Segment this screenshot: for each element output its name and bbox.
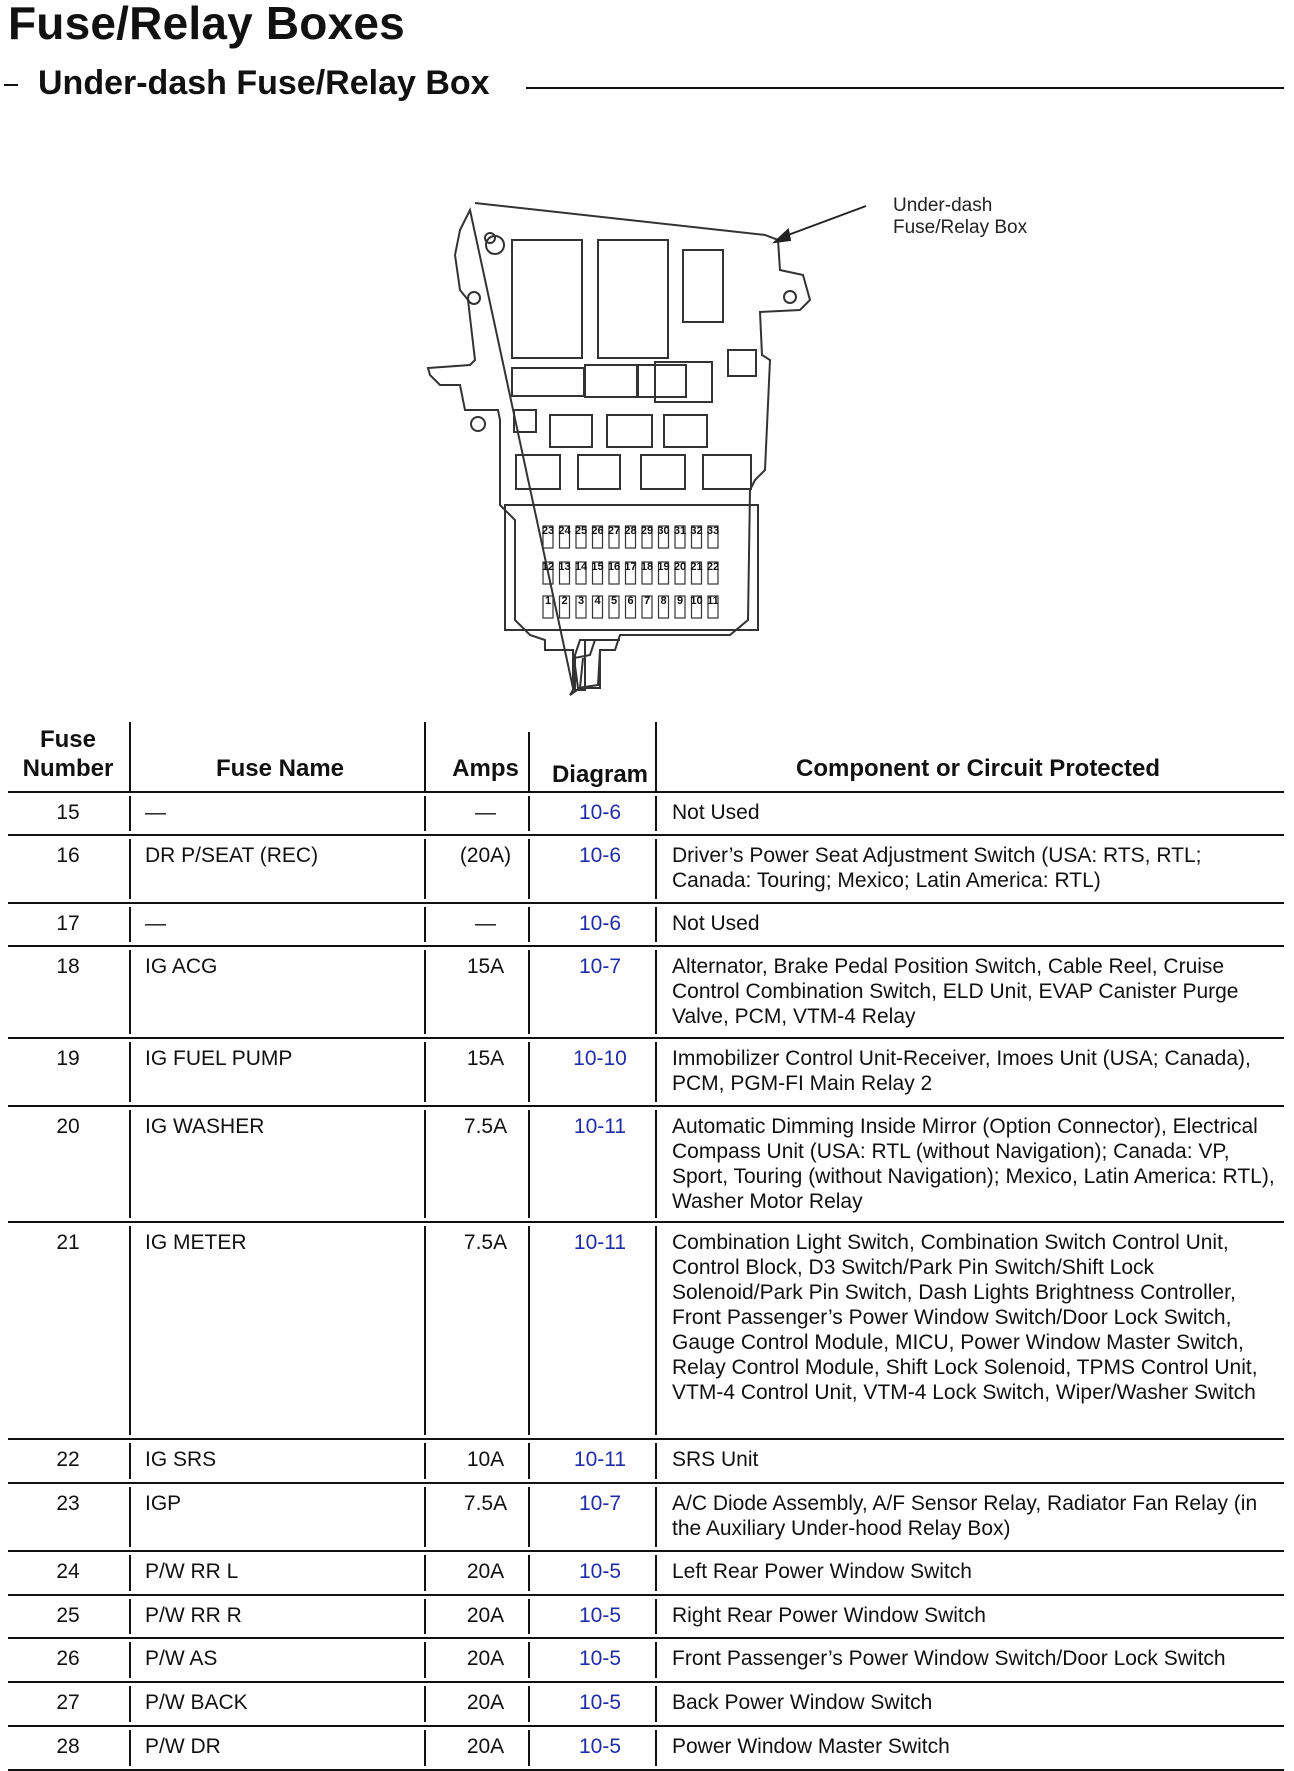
table-row: [8, 1552, 1284, 1596]
column-divider: [424, 1686, 426, 1722]
fuse-name-cell: P/W AS: [145, 1647, 218, 1670]
diagram-ref-cell: 10-5: [578, 1735, 622, 1758]
column-divider: [424, 1599, 426, 1634]
fuse-slot-label: 13: [558, 561, 571, 573]
fuse-name-cell: IG SRS: [145, 1448, 217, 1471]
diagram-ref-cell: 10-7: [578, 955, 622, 978]
column-divider: [424, 1730, 426, 1766]
table-row: [8, 1639, 1284, 1683]
fuse-slot-label: 29: [640, 525, 654, 537]
amps-cell: 20A: [466, 1604, 505, 1627]
column-divider: [655, 1730, 657, 1766]
column-divider: [655, 1555, 657, 1591]
header-divider: [129, 722, 131, 791]
diagram-ref-cell: 10-5: [578, 1560, 622, 1583]
table-header: [8, 722, 1284, 793]
component-cell: A/C Diode Assembly, A/F Sensor Relay, Radiator Fan Relay (in the Auxiliary Under-hood Relay Box): [672, 1492, 1258, 1540]
fuse-name-cell: IGP: [145, 1492, 182, 1515]
diagram-ref-cell: 10-6: [578, 912, 622, 935]
column-divider: [129, 1110, 131, 1218]
column-divider: [424, 907, 426, 942]
diagram-callout: Under-dash Fuse/Relay Box: [893, 195, 1028, 238]
column-divider: [655, 950, 657, 1034]
fuse-number-cell: 25: [56, 1604, 80, 1627]
component-cell: SRS Unit: [672, 1448, 759, 1471]
column-divider: [129, 1599, 131, 1634]
fuse-name-cell: IG WASHER: [145, 1115, 265, 1138]
diagram-ref-cell: 10-7: [578, 1492, 622, 1515]
diagram-ref-cell: 10-10: [573, 1047, 627, 1070]
component-cell: Back Power Window Switch: [672, 1691, 933, 1714]
fuse-number-cell: 15: [56, 801, 80, 824]
fuse-slot-label: 27: [607, 525, 621, 537]
column-divider: [424, 1555, 426, 1591]
fuse-slot-label: 12: [541, 561, 555, 573]
header-fuse-number: Fuse Number: [22, 726, 114, 782]
component-cell: Driver’s Power Seat Adjustment Switch (USA: RTS, RTL; Canada: Touring; Mexico; Latin America: RTL): [672, 844, 1202, 892]
amps-cell: —: [475, 801, 496, 824]
fuse-slot-label: 18: [640, 561, 654, 573]
section-dash: [4, 84, 18, 86]
column-divider: [528, 950, 530, 1034]
table-row: [8, 1727, 1284, 1771]
section-title: Under-dash Fuse/Relay Box: [38, 64, 490, 102]
column-divider: [655, 1226, 657, 1435]
fuse-slot-label: 31: [673, 525, 687, 537]
fuse-number-cell: 23: [56, 1492, 80, 1515]
fuse-slot-label: 26: [591, 525, 604, 537]
amps-cell: 20A: [466, 1735, 505, 1758]
column-divider: [655, 1042, 657, 1102]
amps-cell: (20A): [459, 844, 512, 867]
fuse-name-cell: —: [145, 912, 166, 935]
column-divider: [528, 1555, 530, 1591]
fuse-table: [8, 722, 1284, 1771]
amps-cell: 7.5A: [463, 1231, 508, 1254]
fuse-number-cell: 24: [56, 1560, 80, 1583]
fuse-name-cell: IG ACG: [145, 955, 218, 978]
diagram-ref-cell: 10-5: [578, 1647, 622, 1670]
column-divider: [528, 1042, 530, 1102]
diagram-ref-cell: 10-6: [578, 801, 622, 824]
column-divider: [528, 1599, 530, 1634]
table-row: [8, 793, 1284, 836]
fuse-slot-label: 4: [594, 595, 601, 607]
fuse-number-cell: 21: [56, 1231, 80, 1254]
component-cell: Left Rear Power Window Switch: [672, 1560, 972, 1583]
fuse-name-cell: IG FUEL PUMP: [145, 1047, 293, 1070]
header-diagram: Diagram: [551, 761, 649, 788]
column-divider: [129, 1686, 131, 1722]
fuse-number-cell: 19: [56, 1047, 80, 1070]
fuse-slot-label: 5: [610, 595, 618, 607]
table-row: [8, 1223, 1284, 1440]
column-divider: [528, 1110, 530, 1218]
fuse-number-cell: 16: [56, 844, 80, 867]
column-divider: [129, 1555, 131, 1591]
table-row: [8, 1596, 1284, 1639]
component-cell: Not Used: [672, 801, 760, 824]
column-divider: [655, 1487, 657, 1547]
table-row: [8, 947, 1284, 1039]
amps-cell: 15A: [466, 1047, 505, 1070]
column-divider: [655, 1443, 657, 1479]
table-row: [8, 836, 1284, 904]
table-body: [8, 793, 1284, 1771]
fuse-slot-label: 15: [591, 561, 604, 573]
column-divider: [424, 1443, 426, 1479]
fuse-name-cell: —: [145, 801, 166, 824]
component-cell: Power Window Master Switch: [672, 1735, 950, 1758]
column-divider: [528, 796, 530, 831]
column-divider: [528, 1730, 530, 1766]
diagram-ref-cell: 10-5: [578, 1691, 622, 1714]
column-divider: [655, 1599, 657, 1634]
fuse-slot-label: 23: [541, 525, 555, 537]
table-row: [8, 1107, 1284, 1223]
column-divider: [424, 839, 426, 899]
section-rule: [526, 87, 1284, 89]
column-divider: [129, 1042, 131, 1102]
fuse-slot-label: 3: [577, 595, 585, 607]
column-divider: [424, 1042, 426, 1102]
column-divider: [528, 1642, 530, 1678]
column-divider: [528, 839, 530, 899]
component-cell: Combination Light Switch, Combination Switch Control Unit, Control Block, D3 Switch/Park Pin Switch/Shift Lock Solenoid/Park Pin Switch, Dash Lights Brightness Controller, Front Passenger’s Power Window Switch/Door Lock Switch, Gauge Control Module, MICU, Power Window Master Switch, Relay Control Module, Shift Lock Solenoid, TPMS Control Unit, VTM-4 Control Unit, VTM-4 Lock Switch, Wiper/Washer Switch: [672, 1231, 1258, 1404]
component-cell: Front Passenger’s Power Window Switch/Door Lock Switch: [672, 1647, 1226, 1670]
fuse-slot-label: 30: [657, 525, 670, 537]
diagram-ref-cell: 10-11: [573, 1448, 627, 1471]
fuse-grid: [542, 525, 719, 618]
component-cell: Alternator, Brake Pedal Position Switch, Cable Reel, Cruise Control Combination Switch, ELD Unit, EVAP Canister Purge Valve, PCM, VTM-4 Relay: [672, 955, 1239, 1028]
fuse-number-cell: 26: [56, 1647, 80, 1670]
amps-cell: 7.5A: [463, 1115, 508, 1138]
fuse-slot-label: 7: [643, 595, 651, 607]
fuse-number-cell: 22: [56, 1448, 80, 1471]
amps-cell: 20A: [466, 1691, 505, 1714]
fuse-slot-label: 33: [706, 525, 720, 537]
column-divider: [528, 1226, 530, 1435]
fuse-slot-label: 17: [624, 561, 637, 573]
column-divider: [424, 950, 426, 1034]
column-divider: [129, 1487, 131, 1547]
header-fuse-name: Fuse Name: [215, 755, 345, 782]
column-divider: [129, 1642, 131, 1678]
fuse-slot-label: 19: [657, 561, 670, 573]
column-divider: [528, 1487, 530, 1547]
fuse-number-cell: 27: [56, 1691, 80, 1714]
table-row: [8, 1683, 1284, 1727]
fuse-slot-label: 16: [607, 561, 621, 573]
amps-cell: —: [475, 912, 496, 935]
header-amps: Amps: [452, 755, 519, 782]
column-divider: [424, 1110, 426, 1218]
fuse-name-cell: P/W DR: [145, 1735, 221, 1758]
header-divider: [528, 732, 530, 791]
column-divider: [528, 1443, 530, 1479]
fuse-slot-label: 25: [574, 525, 588, 537]
fuse-slot-label: 14: [574, 561, 588, 573]
header-divider: [424, 722, 426, 791]
amps-cell: 20A: [466, 1647, 505, 1670]
fuse-slot-label: 24: [558, 525, 571, 537]
fuse-slot-label: 10: [690, 595, 703, 607]
component-cell: Automatic Dimming Inside Mirror (Option Connector), Electrical Compass Unit (USA: RTL (without Navigation); Canada: VP, Sport, Touring (without Navigation); Mexico, Latin America: RTL), Washer Motor Relay: [672, 1115, 1275, 1213]
section-header: [4, 64, 1284, 112]
fuse-slot-label: 28: [624, 525, 637, 537]
column-divider: [424, 1226, 426, 1435]
table-row: [8, 1039, 1284, 1107]
table-row: [8, 1440, 1284, 1484]
fuse-slot-label: 11: [707, 595, 719, 607]
fuse-number-cell: 18: [56, 955, 80, 978]
component-cell: Right Rear Power Window Switch: [672, 1604, 986, 1627]
column-divider: [129, 839, 131, 899]
table-row: [8, 1484, 1284, 1552]
amps-cell: 10A: [466, 1448, 505, 1471]
column-divider: [655, 907, 657, 942]
column-divider: [655, 1686, 657, 1722]
column-divider: [129, 950, 131, 1034]
fuse-box-outline: [428, 203, 810, 695]
component-cell: Not Used: [672, 912, 760, 935]
fuse-slot-label: 32: [690, 525, 703, 537]
fuse-slot-label: 1: [544, 595, 552, 607]
column-divider: [129, 1730, 131, 1766]
diagram-ref-cell: 10-6: [578, 844, 622, 867]
component-cell: Immobilizer Control Unit-Receiver, Imoes Unit (USA; Canada), PCM, PGM-FI Main Relay 2: [672, 1047, 1251, 1095]
table-row: [8, 904, 1284, 947]
fuse-number-cell: 17: [56, 912, 80, 935]
fuse-number-cell: 20: [56, 1115, 80, 1138]
fuse-slot-label: 22: [706, 561, 720, 573]
fuse-name-cell: P/W RR R: [145, 1604, 242, 1627]
fuse-name-cell: P/W BACK: [145, 1691, 248, 1714]
fuse-name-cell: DR P/SEAT (REC): [145, 844, 319, 867]
fuse-slot-label: 21: [690, 561, 703, 573]
column-divider: [424, 1487, 426, 1547]
fuse-slot-label: 6: [627, 595, 634, 607]
column-divider: [424, 1642, 426, 1678]
fuse-name-cell: IG METER: [145, 1231, 247, 1254]
amps-cell: 7.5A: [463, 1492, 508, 1515]
column-divider: [655, 839, 657, 899]
column-divider: [129, 907, 131, 942]
column-divider: [129, 796, 131, 831]
column-divider: [655, 796, 657, 831]
diagram-ref-cell: 10-11: [573, 1115, 627, 1138]
column-divider: [129, 1443, 131, 1479]
diagram-ref-cell: 10-11: [573, 1231, 627, 1254]
column-divider: [655, 1110, 657, 1218]
amps-cell: 20A: [466, 1560, 505, 1583]
fuse-slot-label: 2: [561, 595, 568, 607]
fuse-box-diagram: [0, 180, 1294, 700]
fuse-name-cell: P/W RR L: [145, 1560, 239, 1583]
header-component: Component or Circuit Protected: [795, 755, 1161, 782]
fuse-number-cell: 28: [56, 1735, 80, 1758]
page-title: Fuse/Relay Boxes: [8, 0, 405, 49]
column-divider: [655, 1642, 657, 1678]
amps-cell: 15A: [466, 955, 505, 978]
fuse-slot-label: 20: [673, 561, 687, 573]
column-divider: [528, 907, 530, 942]
column-divider: [528, 1686, 530, 1722]
header-divider: [655, 722, 657, 791]
column-divider: [424, 796, 426, 831]
diagram-ref-cell: 10-5: [578, 1604, 622, 1627]
fuse-slot-label: 8: [660, 595, 667, 607]
fuse-slot-label: 9: [676, 595, 684, 607]
column-divider: [129, 1226, 131, 1435]
